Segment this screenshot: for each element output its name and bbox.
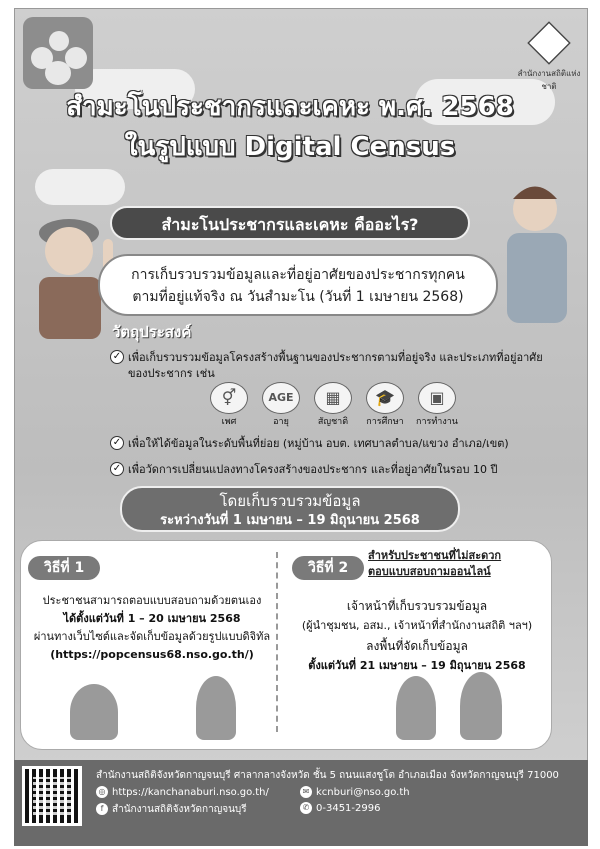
- footer-email[interactable]: [300, 786, 410, 798]
- gender-icon-item: [206, 382, 252, 428]
- method2-label: วิธีที่ 2: [292, 556, 364, 580]
- objective-item: [110, 350, 550, 382]
- education-icon-item: [362, 382, 408, 428]
- checkmark-icon: ✓: [110, 436, 124, 450]
- method1-line: ประชาชนสามารถตอบแบบสอบถามด้วยตนเอง: [42, 594, 262, 607]
- footer-address: สำนักงานสถิติจังหวัดกาญจนบุรี ศาลากลางจังหวัด ชั้น 5 ถนนแสงชูโต อำเภอเมือง จังหวัดกาญจนบุรี 71000: [96, 770, 559, 781]
- answer-line2: ตามที่อยู่แท้จริง ณ วันสำมะโน (วันที่ 1 เมษายน 2568): [132, 289, 464, 305]
- title-line2: ในรูปแบบ Digital Census: [124, 132, 456, 162]
- method1-url: (https://popcensus68.nso.go.th/): [50, 648, 254, 661]
- age-icon-item: [258, 382, 304, 428]
- gender-icon: ⚥: [210, 382, 248, 414]
- method2-line: เจ้าหน้าที่เก็บรวบรวมข้อมูล: [346, 599, 488, 613]
- work-icon-item: [414, 382, 460, 428]
- method2-body: [286, 596, 548, 676]
- nso-logo: [517, 21, 581, 91]
- citizen-illustration: [485, 169, 585, 329]
- icon-label: การทำงาน: [416, 417, 458, 427]
- question-banner: สำมะโนประชากรและเคหะ คืออะไร?: [110, 206, 470, 240]
- icon-label: อายุ: [273, 417, 289, 427]
- icon-label: สัญชาติ: [317, 417, 349, 427]
- method2-line: ตั้งแต่วันที่ 21 เมษายน – 19 มิถุนายน 2568: [308, 659, 526, 672]
- facebook-link[interactable]: สำนักงานสถิติจังหวัดกาญจนบุรี: [112, 804, 247, 815]
- collection-banner: [120, 486, 460, 532]
- methods-divider: [276, 552, 278, 732]
- phone-number: 0-3451-2996: [316, 803, 381, 814]
- facebook-icon: f: [96, 803, 108, 815]
- person-laptop-illustration: [70, 684, 118, 740]
- method2-line: (ผู้นำชุมชน, อสม., เจ้าหน้าที่สำนักงานสถิติ ฯลฯ): [301, 619, 533, 632]
- objectives-heading: วัตถุประสงค์: [112, 323, 192, 341]
- footer-facebook[interactable]: [96, 802, 247, 817]
- phone-icon: ✆: [300, 802, 312, 814]
- method1-body: [30, 592, 274, 664]
- qr-code: [22, 766, 82, 826]
- answer-line1: การเก็บรวบรวมข้อมูลและที่อยู่อาศัยของประชากรทุกคน: [131, 267, 465, 283]
- nso-logo-text: สำนักงานสถิติแห่งชาติ: [517, 69, 581, 91]
- email-link[interactable]: kcnburi@nso.go.th: [316, 787, 410, 798]
- footer-phone: [300, 802, 380, 814]
- objective-text: เพื่อเก็บรวบรวมข้อมูลโครงสร้างพื้นฐานของประชากรตามที่อยู่จริง และประเภทที่อยู่อาศัยของประชากร เช่น: [128, 351, 543, 380]
- age-icon: AGE: [262, 382, 300, 414]
- method2-note-line: สำหรับประชาชนที่ไม่สะดวก: [368, 549, 502, 562]
- method2-line: ลงพื้นที่จัดเก็บข้อมูล: [366, 639, 468, 653]
- answer-bubble: [98, 254, 498, 316]
- email-icon: ✉: [300, 786, 312, 798]
- building-icon: ▦: [314, 382, 352, 414]
- person-phone-illustration: [196, 676, 236, 740]
- website-link[interactable]: https://kanchanaburi.nso.go.th/: [112, 787, 269, 798]
- method1-line: ได้ตั้งแต่วันที่ 1 – 20 เมษายน 2568: [63, 612, 241, 625]
- objective-text: เพื่อวัดการเปลี่ยนแปลงทางโครงสร้างของประชากร และที่อยู่อาศัยในรอบ 10 ปี: [128, 463, 498, 476]
- objective-icons: [206, 382, 466, 428]
- method1-label: วิธีที่ 1: [28, 556, 100, 580]
- nationality-icon-item: [310, 382, 356, 428]
- district-logo: [23, 17, 93, 89]
- resident-illustration: [460, 672, 502, 740]
- collection-title: โดยเก็บรวบรวมข้อมูล: [219, 492, 361, 510]
- objective-item: [110, 462, 550, 478]
- method1-line: ผ่านทางเว็บไซต์และจัดเก็บข้อมูลด้วยรูปแบบดิจิทัล: [33, 630, 271, 643]
- footer-website[interactable]: [96, 786, 269, 798]
- method2-note-line: ตอบแบบสอบถามออนไลน์: [368, 565, 491, 578]
- icon-label: เพศ: [221, 417, 237, 427]
- officer-illustration: [396, 676, 436, 740]
- laptop-icon: ▣: [418, 382, 456, 414]
- checkmark-icon: ✓: [110, 462, 124, 476]
- objective-item: [110, 436, 550, 452]
- checkmark-icon: ✓: [110, 350, 124, 364]
- icon-label: การศึกษา: [366, 417, 404, 427]
- graduation-cap-icon: 🎓: [366, 382, 404, 414]
- objective-text: เพื่อให้ได้ข้อมูลในระดับพื้นที่ย่อย (หมู่บ้าน อบต. เทศบาลตำบล/แขวง อำเภอ/เขต): [128, 437, 509, 450]
- method2-note: [368, 548, 548, 580]
- globe-icon: ◎: [96, 786, 108, 798]
- title-line1: สำมะโนประชากรและเคหะ พ.ศ. 2568: [66, 92, 514, 122]
- collection-period: ระหว่างวันที่ 1 เมษายน – 19 มิถุนายน 2568: [160, 513, 420, 528]
